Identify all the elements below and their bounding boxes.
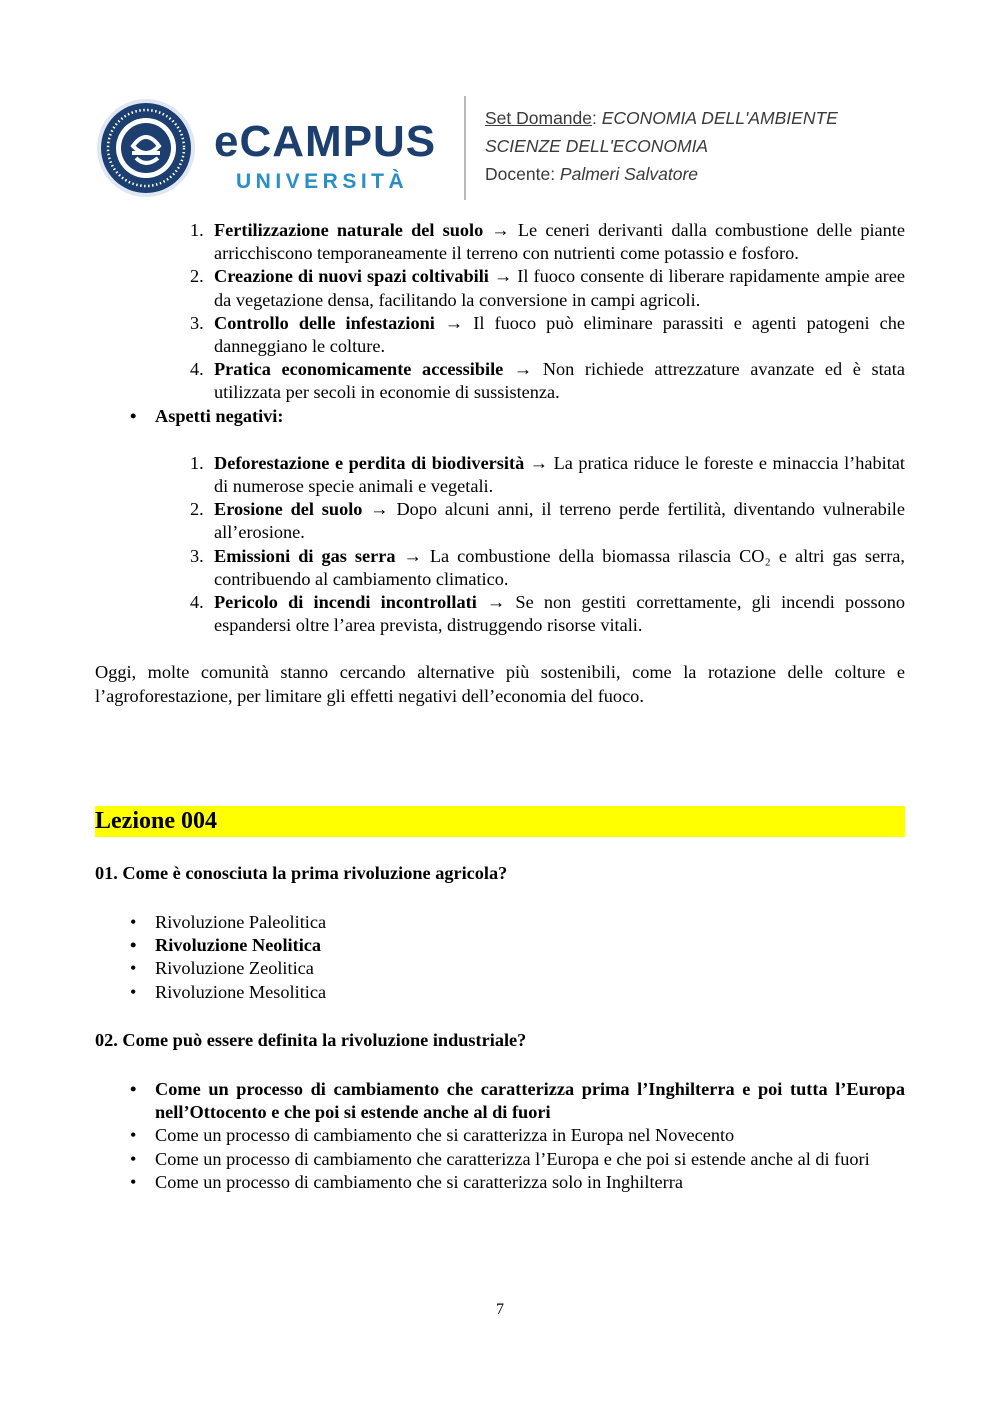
question-title: 02. Come può essere definita la rivoluzione industriale? xyxy=(95,1029,527,1050)
course-info: Set Domande: ECONOMIA DELL'AMBIENTE SCIENZE DELL'ECONOMIA Docente: Palmeri Salvatore xyxy=(485,108,838,184)
teacher-label: Docente xyxy=(485,164,551,184)
answer-option: • Rivoluzione Paleolitica xyxy=(155,911,905,934)
brand-prefix: e xyxy=(214,117,240,166)
item-title: Creazione di nuovi spazi coltivabili xyxy=(214,266,489,287)
set-value: ECONOMIA DELL'AMBIENTE xyxy=(601,108,838,128)
item-text: → Le ceneri derivanti dalla combustione delle piante arricchiscono temporaneamente il terreno con nutrienti come potassio e fosforo. xyxy=(214,220,905,264)
answer-option: • Come un processo di cambiamento che si caratterizza solo in Inghilterra xyxy=(155,1171,905,1194)
list-item xyxy=(214,265,905,311)
list-item xyxy=(214,591,905,637)
set-label: Set Domande xyxy=(485,108,593,128)
answer-option: • Come un processo di cambiamento che caratterizza l’Europa e che poi si estende anche al di fuori xyxy=(155,1148,905,1171)
brand-name: CAMPUS xyxy=(239,117,437,166)
item-text: → Dopo alcuni anni, il terreno perde fertilità, diventando vulnerabile all’erosione. xyxy=(214,499,905,543)
set-value-line2: SCIENZE DELL'ECONOMIA xyxy=(485,136,709,156)
positive-aspects-list xyxy=(95,219,905,405)
ecampus-wordmark xyxy=(214,117,437,194)
header-divider xyxy=(464,96,466,200)
item-text: → Il fuoco consente di liberare rapidamente ampie aree da vegetazione densa, facilitando la conversione in campi agricoli. xyxy=(214,266,905,310)
item-title: Pratica economicamente accessibile xyxy=(214,359,504,380)
answer-option-correct: • Come un processo di cambiamento che caratterizza prima l’Inghilterra e poi tutta l’Europa nell’Ottocento e che poi si estende anche al di fuori xyxy=(155,1078,905,1124)
item-text: → Non richiede attrezzature avanzate ed è stata utilizzata per secoli in economie di sussistenza. xyxy=(214,359,905,403)
negatives-heading-list xyxy=(95,405,905,428)
list-item xyxy=(214,312,905,358)
item-title: Emissioni di gas serra xyxy=(214,545,396,566)
item-text: → La combustione della biomassa rilascia CO₂ e altri gas serra, contribuendo al cambiamento climatico. xyxy=(214,545,905,589)
item-title: Controllo delle infestazioni xyxy=(214,312,435,333)
item-title: Pericolo di incendi incontrollati xyxy=(214,592,477,613)
teacher-value: Palmeri Salvatore xyxy=(559,164,699,184)
item-title: Deforestazione e perdita di biodiversità xyxy=(214,452,525,473)
conclusion-paragraph: Oggi, molte comunità stanno cercando alternative più sostenibili, come la rotazione delle colture e l’agroforestazione, per limitare gli effetti negativi dell’economia del fuoco. xyxy=(95,662,905,706)
item-text: → Se non gestiti correttamente, gli incendi possono espandersi oltre l’area prevista, distruggendo risorse vitali. xyxy=(214,592,905,636)
page-number: 7 xyxy=(496,1301,504,1318)
answer-options xyxy=(95,911,905,1004)
item-text: → La pratica riduce le foreste e minaccia l’habitat di numerose specie animali e vegetali. xyxy=(214,452,905,497)
answer-option-correct: • Rivoluzione Neolitica xyxy=(155,934,905,957)
answer-option: • Rivoluzione Mesolitica xyxy=(155,981,905,1004)
list-item xyxy=(214,545,905,591)
list-item xyxy=(214,498,905,544)
answer-options xyxy=(95,1078,905,1194)
negatives-heading: • Aspetti negativi: xyxy=(155,405,905,428)
brand-subtitle: UNIVERSITÀ xyxy=(236,170,409,193)
item-text: → Il fuoco può eliminare parassiti e agenti patogeni che danneggiano le colture. xyxy=(214,312,906,357)
list-item xyxy=(214,452,905,498)
negative-aspects-list xyxy=(95,452,905,638)
item-title: Fertilizzazione naturale del suolo xyxy=(214,220,484,240)
page-content xyxy=(95,219,905,1194)
answer-option: • Rivoluzione Zeolitica xyxy=(155,957,905,980)
ecampus-seal-icon xyxy=(96,98,196,198)
item-title: Erosione del suolo xyxy=(214,499,363,520)
lesson-title: Lezione 004 xyxy=(95,806,905,837)
list-item xyxy=(214,219,905,265)
document-header xyxy=(96,94,916,204)
list-item xyxy=(214,358,905,404)
answer-option: • Come un processo di cambiamento che si caratterizza in Europa nel Novecento xyxy=(155,1124,905,1147)
question-title: 01. Come è conosciuta la prima rivoluzione agricola? xyxy=(95,862,508,883)
